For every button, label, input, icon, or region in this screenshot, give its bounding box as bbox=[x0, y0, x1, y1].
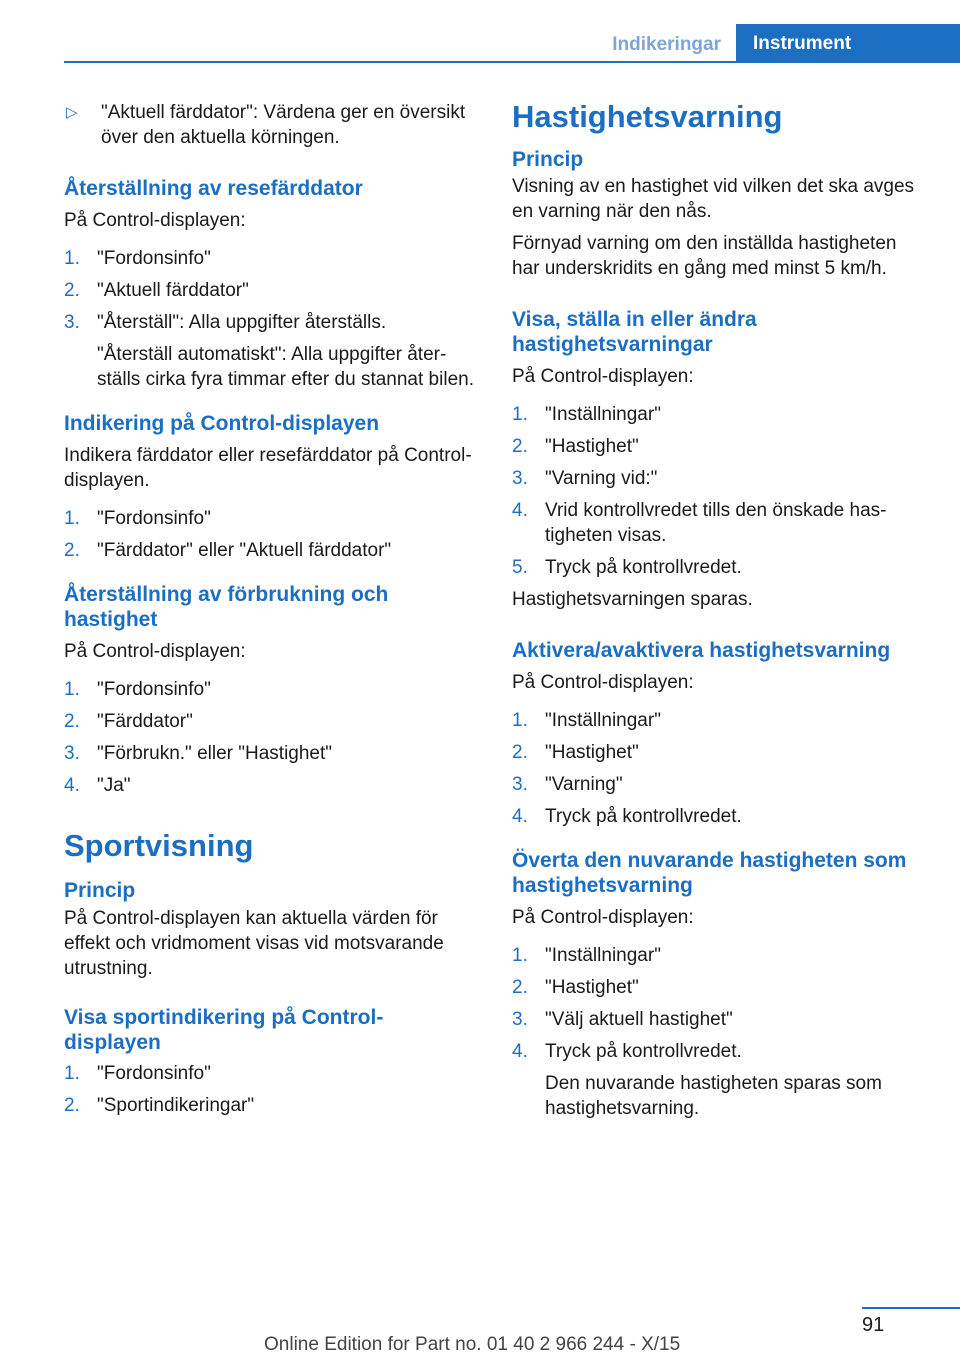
list-item: 1. "Inställningar" bbox=[512, 404, 661, 425]
speed-warning-title: Hastighetsvarning bbox=[512, 99, 783, 134]
principle-text-2: Förnyad varning om den inställda hastigheten har underskridits en gång med minst 5 km/h. bbox=[512, 233, 897, 279]
takeover-title: Överta den nuvarande hastigheten som hastighetsvarning bbox=[512, 849, 907, 897]
bullet-item bbox=[64, 100, 476, 150]
header-section-tab: Indikeringar bbox=[612, 34, 721, 55]
list-item: 4. Vrid kontrollvredet tills den önskade hastigheten visas. bbox=[512, 500, 887, 546]
header-chapter-tab: Instrument bbox=[736, 24, 960, 61]
activate-steps bbox=[512, 708, 928, 829]
takeover-note: Den nuvarande hastigheten sparas som hastighetsvarning. bbox=[545, 1073, 882, 1119]
bullet-text: "Aktuell färddator": Värdena ger en översikt över den aktuella körningen. bbox=[101, 102, 466, 148]
page-number: 91 bbox=[862, 1314, 885, 1336]
list-item: 1. "Fordonsinfo" bbox=[64, 679, 211, 700]
list-item: 1. "Fordonsinfo" bbox=[64, 508, 211, 529]
list-item: 1. "Inställningar" bbox=[512, 710, 661, 731]
left-column bbox=[64, 100, 476, 1125]
display-intro: Indikera färddator eller resefärddator på Control-displayen. bbox=[64, 445, 472, 491]
set-warning-title: Visa, ställa in eller ändra hastighetsvarningar bbox=[512, 308, 757, 356]
display-steps bbox=[64, 506, 476, 563]
reset-consumption-intro: På Control-displayen: bbox=[64, 641, 246, 662]
list-item: 4. Tryck på kontrollvredet. bbox=[512, 1041, 742, 1062]
list-item: 2. "Hastighet" bbox=[512, 742, 639, 763]
list-item: 2. "Färddator" eller "Aktuell färddator" bbox=[64, 540, 392, 561]
activate-title: Aktivera/avaktivera hastighetsvarning bbox=[512, 639, 891, 662]
list-item: 3. "Varning" bbox=[512, 774, 623, 795]
list-item: 3. "Varning vid:" bbox=[512, 468, 658, 489]
list-item: 1. "Fordonsinfo" bbox=[64, 248, 211, 269]
list-item: 2. "Aktuell färddator" bbox=[64, 280, 249, 301]
list-item: 5. Tryck på kontrollvredet. bbox=[512, 557, 742, 578]
reset-trip-note: "Återställ automatiskt": Alla uppgifter återställs cirka fyra timmar efter du stannat bilen. bbox=[97, 344, 474, 390]
reset-trip-title: Återställning av resefärddator bbox=[64, 177, 363, 200]
list-item: 4. Tryck på kontrollvredet. bbox=[512, 806, 742, 827]
reset-consumption-steps bbox=[64, 677, 476, 798]
list-item: 2. "Hastighet" bbox=[512, 977, 639, 998]
display-title: Indikering på Control-displayen bbox=[64, 412, 380, 435]
list-item: 2. "Färddator" bbox=[64, 711, 193, 732]
edition-footer: Online Edition for Part no. 01 40 2 966 244 - X/15 bbox=[264, 1334, 681, 1355]
list-item: 3. "Återställ": Alla uppgifter återställs. bbox=[64, 312, 387, 333]
list-item: 1. "Inställningar" bbox=[512, 945, 661, 966]
list-item: 4. "Ja" bbox=[64, 775, 131, 796]
triangle-bullet-icon: ▷ bbox=[66, 104, 78, 121]
list-item: 2. "Hastighet" bbox=[512, 436, 639, 457]
principle-title: Princip bbox=[512, 148, 584, 171]
sport-principle-text: På Control-displayen kan aktuella värden för effekt och vridmoment visas vid motsvarande utrustning. bbox=[64, 908, 444, 979]
principle-text-1: Visning av en hastighet vid vilken det ska avges en varning när den nås. bbox=[512, 176, 915, 222]
list-item: 3. "Förbrukn." eller "Hastighet" bbox=[64, 743, 333, 764]
takeover-steps bbox=[512, 943, 928, 1121]
set-warning-outro: Hastighetsvarningen sparas. bbox=[512, 589, 753, 610]
activate-intro: På Control-displayen: bbox=[512, 672, 694, 693]
list-item: 2. "Sportindikeringar" bbox=[64, 1095, 255, 1116]
reset-trip-steps bbox=[64, 246, 476, 392]
set-warning-steps bbox=[512, 402, 928, 580]
reset-consumption-title: Återställning av förbrukning och hastighet bbox=[64, 583, 389, 631]
footer-rule bbox=[862, 1307, 960, 1309]
list-item: 3. "Välj aktuell hastighet" bbox=[512, 1009, 733, 1030]
header-rule bbox=[64, 61, 960, 63]
sport-principle-title: Princip bbox=[64, 879, 136, 902]
reset-trip-intro: På Control-displayen: bbox=[64, 210, 246, 231]
sport-steps bbox=[64, 1061, 476, 1118]
list-item: 1. "Fordonsinfo" bbox=[64, 1063, 211, 1084]
sport-title: Sportvisning bbox=[64, 828, 254, 863]
takeover-intro: På Control-displayen: bbox=[512, 907, 694, 928]
set-warning-intro: På Control-displayen: bbox=[512, 366, 694, 387]
right-column bbox=[512, 99, 928, 1128]
sport-show-title: Visa sportindikering på Control-displayen bbox=[64, 1006, 384, 1054]
